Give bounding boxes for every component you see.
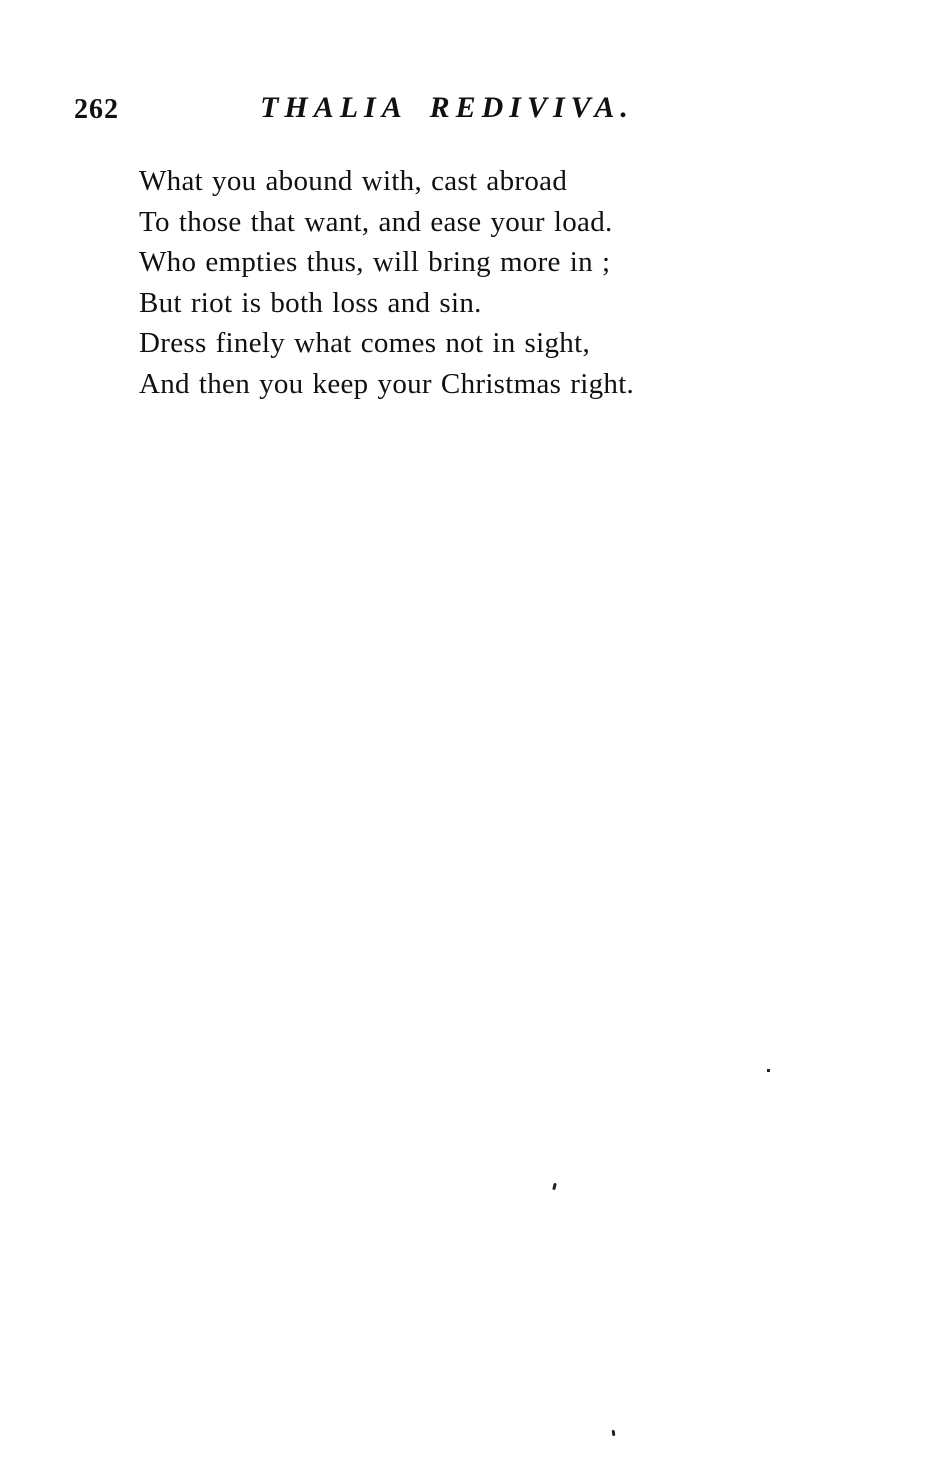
poem-block bbox=[139, 161, 839, 405]
running-title: THALIA REDIVIVA. bbox=[260, 91, 634, 124]
page-number: 262 bbox=[74, 94, 119, 125]
poem-line: Who empties thus, will bring more in ; bbox=[139, 246, 611, 279]
poem-line: What you abound with, cast abroad bbox=[139, 165, 568, 197]
scan-speck bbox=[612, 1430, 616, 1436]
scan-speck bbox=[552, 1183, 557, 1191]
page-header bbox=[0, 90, 926, 132]
poem-line: And then you keep your Christmas right. bbox=[139, 367, 635, 400]
poem-line: But riot is both loss and sin. bbox=[139, 286, 482, 319]
poem-line: Dress finely what comes not in sight, bbox=[139, 327, 591, 360]
scan-speck bbox=[767, 1069, 770, 1072]
poem-line: To those that want, and ease your load. bbox=[139, 205, 613, 238]
